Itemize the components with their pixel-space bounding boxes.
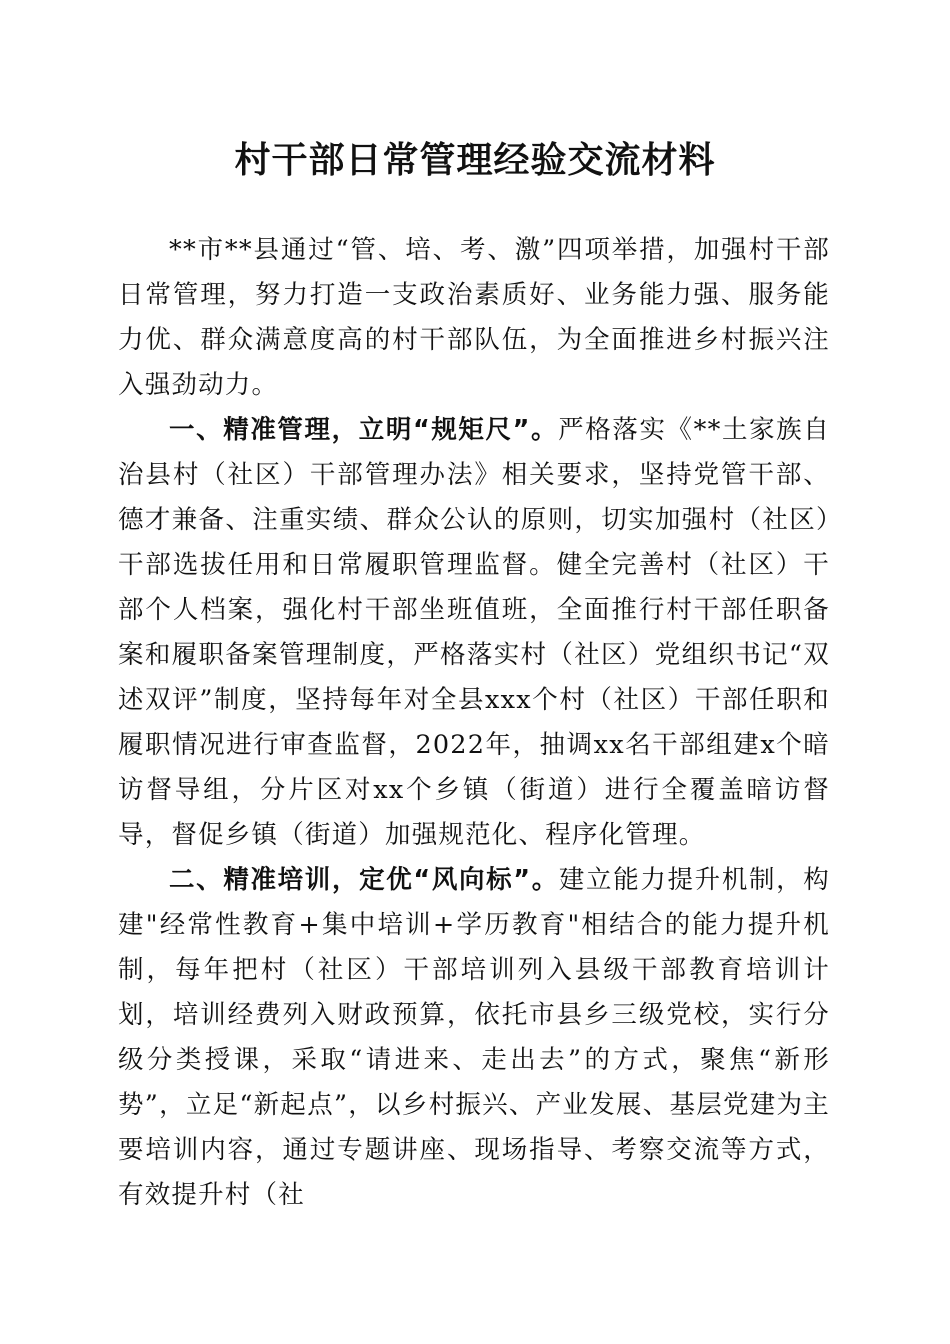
document-body bbox=[118, 228, 830, 1218]
paragraph-training bbox=[118, 858, 830, 1218]
paragraph-management bbox=[118, 408, 830, 858]
section-heading-management: 一、精准管理，立明“规矩尺”。 bbox=[169, 415, 559, 445]
section-heading-training: 二、精准培训，定优“风向标”。 bbox=[169, 865, 559, 895]
paragraph-text: 建立能力提升机制，构建"经常性教育+集中培训+学历教育"相结合的能力提升机制，每年把村（社区）干部培训列入县级干部教育培训计划，培训经费列入财政预算，依托市县乡三级党校，实行分级分类授课，采取“请进来、走出去”的方式，聚焦“新形势”，立足“新起点”，以乡村振兴、产业发展、基层党建为主要培训内容，通过专题讲座、现场指导、考察交流等方式，有效提升村（社 bbox=[118, 865, 830, 1210]
document-title: 村干部日常管理经验交流材料 bbox=[234, 139, 716, 181]
paragraph-intro bbox=[118, 228, 830, 408]
paragraph-text: **市**县通过“管、培、考、激”四项举措，加强村干部日常管理，努力打造一支政治素质好、业务能力强、服务能力优、群众满意度高的村干部队伍，为全面推进乡村振兴注入强劲动力。 bbox=[118, 235, 830, 400]
paragraph-text: 严格落实《**土家族自治县村（社区）干部管理办法》相关要求，坚持党管干部、德才兼备、注重实绩、群众公认的原则，切实加强村（社区）干部选拔任用和日常履职管理监督。健全完善村（社区）干部个人档案，强化村干部坐班值班，全面推行村干部任职备案和履职备案管理制度，严格落实村（社区）党组织书记“双述双评”制度，坚持每年对全县xxx个村（社区）干部任职和履职情况进行审查监督，2022年，抽调xx名干部组建x个暗访督导组，分片区对xx个乡镇（街道）进行全覆盖暗访督导，督促乡镇（街道）加强规范化、程序化管理。 bbox=[118, 415, 830, 850]
